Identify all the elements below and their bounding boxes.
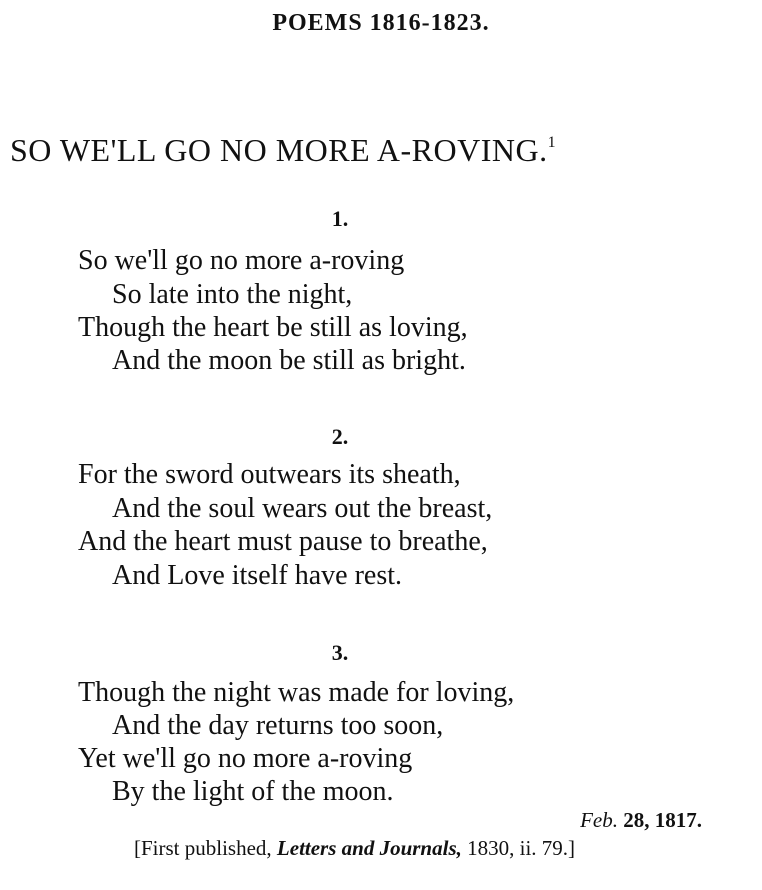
footnote-suffix: 1830, ii. 79.] [467, 836, 576, 860]
footnote-work-title: Letters and Journals, [276, 836, 462, 860]
running-head [0, 10, 762, 37]
dateline-date: 28, 1817. [623, 808, 702, 832]
verse-line: And Love itself have rest. [112, 560, 403, 591]
footnote-prefix: [First published, [134, 836, 272, 860]
poem-title-text: SO WE'LL GO NO MORE A-ROVING. [10, 132, 548, 168]
footnote-marker: 1 [547, 134, 557, 151]
stanza-number: 2. [331, 424, 349, 449]
verse-line: So late into the night, [112, 279, 353, 310]
stanza-number: 3. [331, 640, 349, 665]
verse-line: And the heart must pause to breathe, [78, 526, 488, 557]
stanza-number: 1. [331, 206, 349, 231]
dateline-month: Feb. [580, 808, 618, 832]
poem-title [10, 132, 556, 169]
verse-line: Though the heart be still as loving, [78, 312, 468, 343]
verse-line: Though the night was made for loving, [78, 677, 515, 708]
verse-line: And the soul wears out the breast, [112, 493, 493, 524]
verse-line: Yet we'll go no more a-roving [78, 743, 413, 774]
dateline [580, 808, 702, 833]
verse-line: So we'll go no more a-roving [78, 245, 405, 276]
verse-line: And the day returns too soon, [112, 710, 444, 741]
footnote [134, 836, 575, 861]
verse-line: For the sword outwears its sheath, [78, 459, 461, 490]
verse-line: And the moon be still as bright. [112, 345, 466, 376]
verse-line: By the light of the moon. [112, 776, 394, 807]
running-head-text: POEMS 1816-1823. [272, 10, 490, 36]
